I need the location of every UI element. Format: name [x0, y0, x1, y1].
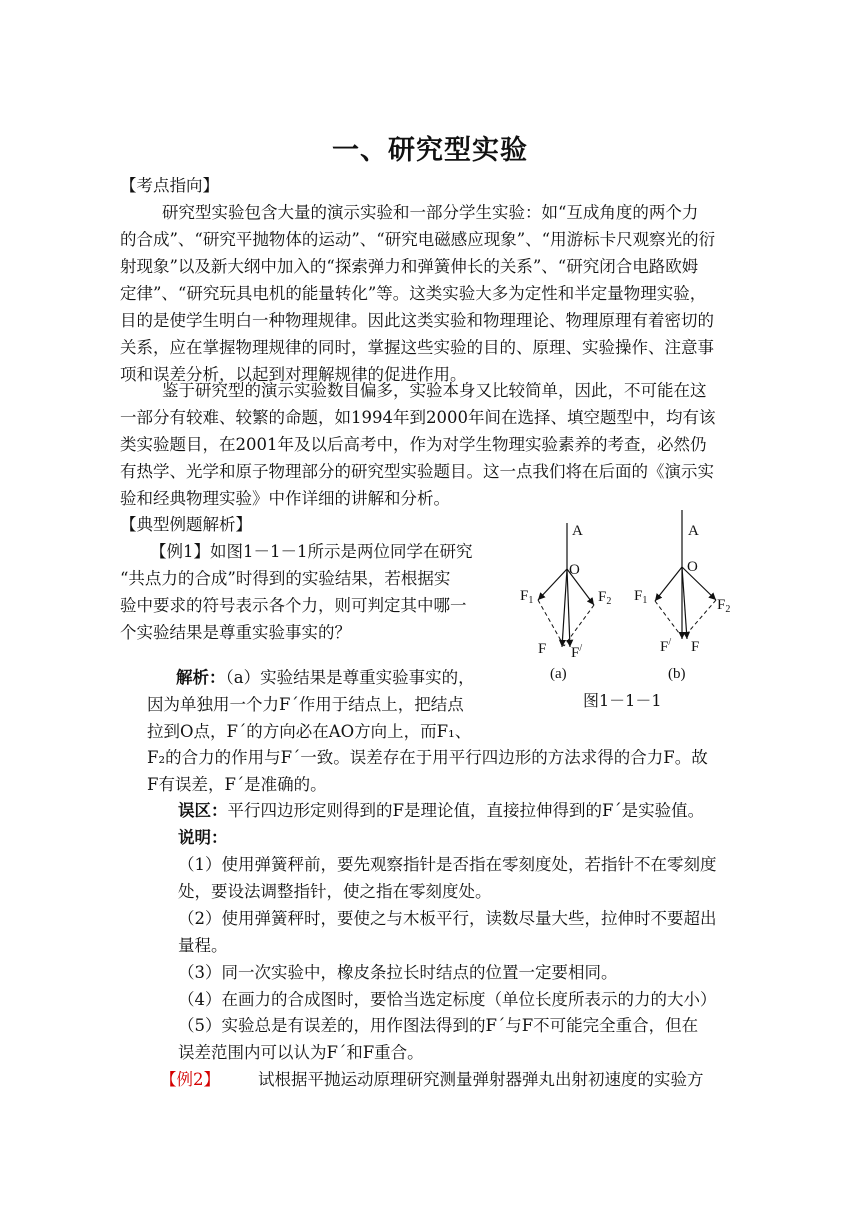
paragraph-line: 定律”、“研究玩具电机的能量转化”等。这类实验大多为定性和半定量物理实验， [120, 284, 707, 303]
example-2-text: 试根据平抛运动原理研究测量弹射器弹丸出射初速度的实验方 [258, 1070, 704, 1089]
vector-Fprime-b [682, 567, 687, 639]
analysis-line: F₂的合力的作用与F´一致。误差存在于用平行四边形的方法求得的合力F。故 [147, 748, 708, 767]
note-line: （5）实验总是有误差的，用作图法得到的F´与F不可能完全重合，但在 [178, 1016, 699, 1035]
paragraph-line: 研究型实验包含大量的演示实验和一部分学生实验：如“互成角度的两个力 [162, 203, 699, 222]
dashed-line-b1 [655, 601, 682, 637]
paragraph-line: 关系，应在掌握物理规律的同时，掌握这些实验的目的、原理、实验操作、注意事 [120, 338, 714, 357]
paragraph-line: 射现象”以及新大纲中加入的“探索弹力和弹簧伸长的关系”、“研究闭合电路欧姆 [120, 257, 699, 276]
label-F-a: F [538, 641, 547, 657]
paragraph-line: 项和误差分析，以起到对理解规律的促进作用。 [120, 365, 467, 384]
page-title: 一、研究型实验 [332, 135, 528, 166]
vector-Fprime-a [567, 569, 570, 647]
section-heading-examples: 【典型例题解析】 [120, 515, 252, 534]
analysis-first-line [176, 666, 475, 690]
force-diagram-svg [510, 515, 750, 715]
example-line: 个实验结果是尊重实验事实的？ [120, 623, 351, 642]
label-A-b: A [688, 523, 699, 539]
analysis-line: 因为单独用一个力F´作用于结点上，把结点 [147, 695, 464, 714]
label-A-a: A [572, 523, 583, 539]
note-line: 误差范围内可以认为F´和F重合。 [178, 1043, 424, 1062]
vector-F1-b [655, 567, 682, 601]
note-line: 处，要设法调整指针，使之指在零刻度处。 [178, 882, 492, 901]
figure-caption: 图1－1－1 [583, 691, 662, 710]
paragraph-line: 验和经典物理实验》中作详细的讲解和分析。 [120, 489, 450, 508]
notes-label: 说明： [178, 828, 228, 847]
example-2 [160, 1068, 704, 1092]
paragraph-line: 有热学、光学和原子物理部分的研究型实验题目。这一点我们将在后面的《演示实 [120, 462, 714, 481]
dashed-line-a1 [538, 600, 564, 646]
label-F-b: F [691, 639, 700, 655]
diagram-b [634, 510, 730, 682]
paragraph-line: 鉴于研究型的演示实验数目偏多，实验本身又比较简单，因此，不可能在这 [162, 381, 707, 400]
diagram-a [520, 523, 611, 682]
vector-F-a [562, 569, 567, 647]
force-diagram-figure [510, 515, 750, 715]
analysis-line: F有误差，F´是准确的。 [147, 775, 327, 794]
analysis-line: 拉到O点，F´的方向必在AO方向上，而F₁、 [147, 722, 472, 741]
paragraph-line: 的合成”、“研究平抛物体的运动”、“研究电磁感应现象”、“用游标卡尺观察光的衍 [120, 230, 716, 249]
label-O-b: O [687, 559, 698, 575]
analysis-label: 解析： [176, 668, 226, 687]
paragraph-line: 目的是使学生明白一种物理规律。因此这类实验和物理理论、物理原理有着密切的 [120, 311, 714, 330]
label-sub-b: (b) [668, 666, 686, 682]
example-2-label: 【例2】 [160, 1070, 220, 1089]
label-Fprime-b: F/ [660, 637, 672, 655]
note-line: （1）使用弹簧秤前，要先观察指针是否指在零刻度处，若指针不在零刻度 [178, 855, 717, 874]
note-line: （3）同一次实验中，橡皮条拉长时结点的位置一定要相同。 [178, 963, 618, 982]
error-zone-label: 误区： [178, 801, 228, 820]
example-line: 【例1】如图1－1－1所示是两位同学在研究 [150, 542, 473, 561]
note-line: （2）使用弹簧秤时，要使之与木板平行，读数尽量大些，拉伸时不要超出 [178, 909, 717, 928]
note-line: （4）在画力的合成图时，要恰当选定标度（单位长度所表示的力的大小） [178, 990, 717, 1009]
vector-F1-a [538, 569, 567, 600]
paragraph-line: 一部分有较难、较繁的命题，如1994年到2000年间在选择、填空题型中，均有该 [120, 408, 716, 427]
label-F1-a: $F_1$ [520, 588, 534, 606]
label-Fprime-a: F/ [571, 643, 583, 661]
label-sub-a: (a) [550, 666, 567, 682]
label-F1-b: $F_1$ [634, 588, 648, 606]
example-line: 验中要求的符号表示各个力，则可判定其中哪一 [120, 596, 467, 615]
note-line: 量程。 [178, 936, 228, 955]
label-F2-a: $F_2$ [598, 589, 612, 607]
label-O-a: O [569, 562, 580, 578]
example-line: “共点力的合成”时得到的实验结果，若根据实 [120, 569, 451, 588]
section-heading-key-points: 【考点指向】 [120, 176, 219, 195]
label-F2-b: $F_2$ [717, 597, 731, 615]
analysis-text: （a）实验结果是尊重实验事实的， [225, 668, 475, 687]
paragraph-line: 类实验题目，在2001年及以后高考中，作为对学生物理实验素养的考查，必然仍 [120, 435, 707, 454]
error-zone [178, 799, 704, 823]
error-zone-text: 平行四边形定则得到的F是理论值，直接拉伸得到的F´是实验值。 [227, 801, 705, 820]
dashed-line-b2 [684, 600, 716, 637]
